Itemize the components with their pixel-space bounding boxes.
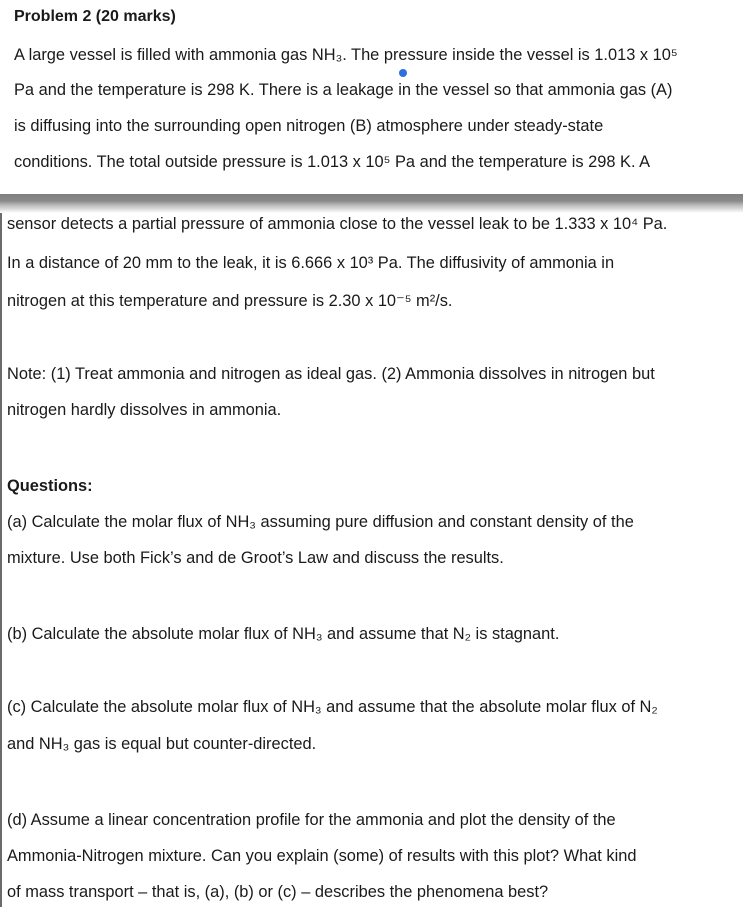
continued-line-2: In a distance of 20 mm to the leak, it is 6.666 x 10³ Pa. The diffusivity of ammonia in — [7, 254, 615, 272]
note-line-1: Note: (1) Treat ammonia and nitrogen as ideal gas. (2) Ammonia dissolves in nitrogen but — [7, 365, 655, 383]
problem-title: Problem 2 (20 marks) — [14, 8, 176, 25]
question-a-line-2: mixture. Use both Fick’s and de Groot’s Law and discuss the results. — [7, 549, 504, 567]
paragraph-line-3: is diffusing into the surrounding open nitrogen (B) atmosphere under steady-state — [14, 117, 604, 135]
question-d-line-3: of mass transport – that is, (a), (b) or (c) – describes the phenomena best? — [7, 883, 549, 901]
paragraph-line-4: conditions. The total outside pressure is 1.013 x 10⁵ Pa and the temperature is 298 K. A — [14, 153, 651, 171]
left-margin-border — [0, 213, 2, 907]
question-b-line-1: (b) Calculate the absolute molar flux of NH₃ and assume that N₂ is stagnant. — [7, 625, 560, 643]
question-c-line-2: and NH₃ gas is equal but counter-directed. — [7, 735, 317, 753]
question-a-line-1: (a) Calculate the molar flux of NH₃ assuming pure diffusion and constant density of the — [7, 513, 634, 531]
questions-heading: Questions: — [7, 477, 93, 495]
cursor-marker-dot — [399, 69, 407, 77]
question-d-line-1: (d) Assume a linear concentration profile for the ammonia and plot the density of the — [7, 811, 616, 829]
paragraph-line-2: Pa and the temperature is 298 K. There is a leakage in the vessel so that ammonia gas (A) — [14, 81, 673, 99]
question-d-line-2: Ammonia-Nitrogen mixture. Can you explain (some) of results with this plot? What kind — [7, 847, 637, 865]
note-line-2: nitrogen hardly dissolves in ammonia. — [7, 401, 282, 419]
question-c-line-1: (c) Calculate the absolute molar flux of NH₃ and assume that the absolute molar flux of N₂ — [7, 698, 658, 716]
continued-line-3: nitrogen at this temperature and pressure is 2.30 x 10⁻⁵ m²/s. — [7, 292, 453, 310]
page-break-divider — [0, 194, 743, 213]
problem-top-section — [0, 0, 743, 194]
continued-line-1: sensor detects a partial pressure of ammonia close to the vessel leak to be 1.333 x 10⁴ Pa. — [7, 215, 668, 233]
paragraph-line-1: A large vessel is filled with ammonia gas NH₃. The pressure inside the vessel is 1.013 x 10⁵ — [14, 46, 678, 64]
